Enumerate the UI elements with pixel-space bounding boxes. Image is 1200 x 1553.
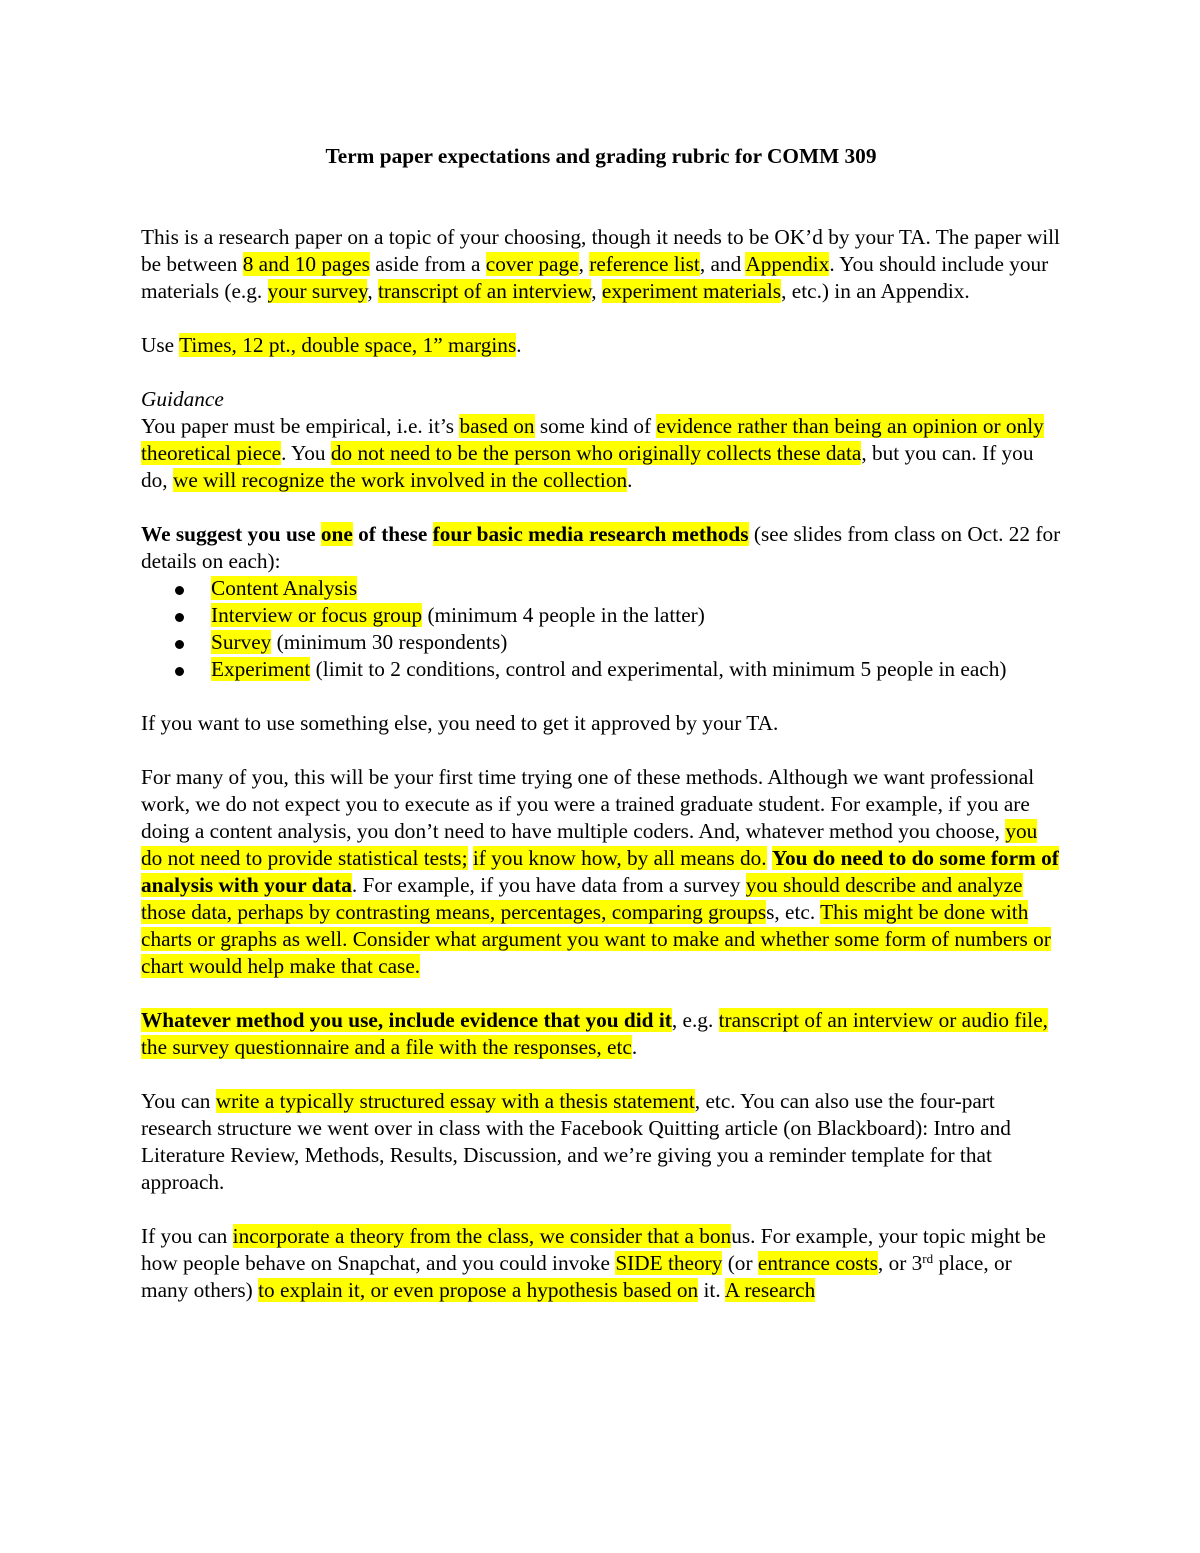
page-title: Term paper expectations and grading rubric for COMM 309 (325, 144, 877, 168)
highlight: This might be done with charts or graphs as well. Consider what argument you want to make and whether some form of numbers or chart would help make that case. (141, 900, 1051, 978)
highlight: four basic media research methods (432, 522, 749, 546)
highlight: Interview or focus group (211, 603, 423, 627)
highlight: your survey (267, 279, 368, 303)
list-item: Interview or focus group (minimum 4 people in the latter) (141, 602, 1061, 629)
highlight: Whatever method you use, include evidence that you did it (141, 1008, 672, 1032)
highlight: Content Analysis (211, 576, 358, 600)
highlight: A research (724, 1278, 816, 1302)
bullet-icon (175, 586, 184, 595)
list-item (141, 575, 1061, 602)
highlight: SIDE theory (615, 1251, 723, 1275)
document-body (141, 143, 1061, 1331)
list-item: Experiment (limit to 2 conditions, control and experimental, with minimum 5 people in each) (141, 656, 1061, 683)
highlight: reference list (589, 252, 700, 276)
highlight: You do need to do some form of analysis with your data (141, 846, 1059, 897)
highlight: if you know how, by all means do. (472, 846, 767, 870)
bullet-icon (175, 640, 184, 649)
highlight: transcript of an interview or audio file, the survey questionnaire and a file with the responses, etc (141, 1008, 1049, 1059)
bullet-icon (175, 667, 184, 676)
expectations-paragraph: For many of you, this will be your first time trying one of these methods. Although we want professional work, we do not expect you to execute as if you were a trained graduate student. For example, if you are doing a content analysis, you don’t need to have multiple coders. And, whatever method you choose, you do not need to provide statistical tests; if you know how, by all means do. You do need to do some form of analysis with your data. For example, if you have data from a survey you should describe and analyze those data, perhaps by contrasting means, percentages, comparing groupss, etc. This might be done with charts or graphs as well. Consider what argument you want to make and whether some form of numbers or chart would help make that case. (141, 765, 1059, 978)
highlight: experiment materials (601, 279, 782, 303)
highlight: entrance costs (757, 1251, 878, 1275)
highlight: Times, 12 pt., double space, 1” margins (179, 333, 517, 357)
highlight: to explain it, or even propose a hypothesis based on (258, 1278, 699, 1302)
highlight: based on (459, 414, 535, 438)
guidance-paragraph: Guidance You paper must be empirical, i.e. it’s based on some kind of evidence rather than being an opinion or only theoretical piece. You do not need to be the person who originally collects these data, but you can. If you do, we will recognize the work involved in the collection. (141, 387, 1044, 492)
highlight: Survey (211, 630, 272, 654)
highlight: you should describe and analyze those data, perhaps by contrasting means, percentages, comparing groups (141, 873, 1023, 924)
highlight: 8 and 10 pages (242, 252, 370, 276)
format-paragraph: Use Times, 12 pt., double space, 1” margins. (141, 333, 522, 357)
highlight: Appendix (745, 252, 830, 276)
theory-paragraph: If you can incorporate a theory from the class, we consider that a bonus. For example, your topic might be how people behave on Snapchat, and you could invoke SIDE theory (or entrance costs, or 3rd place, or many others) to explain it, or even propose a hypothesis based on it. A research (141, 1224, 1046, 1302)
intro-paragraph: This is a research paper on a topic of your choosing, though it needs to be OK’d by your TA. The paper will be between 8 and 10 pages aside from a cover page, reference list, and Appendix. You should include your materials (e.g. your survey, transcript of an interview, experiment materials, etc.) in an Appendix. (141, 225, 1060, 303)
approval-paragraph: If you want to use something else, you need to get it approved by your TA. (141, 711, 779, 735)
highlight: Experiment (211, 657, 311, 681)
bullet-icon (175, 613, 184, 622)
highlight: transcript of an interview (377, 279, 592, 303)
highlight: write a typically structured essay with a thesis statement (215, 1089, 695, 1113)
highlight: incorporate a theory from the class, we consider that a bon (232, 1224, 732, 1248)
highlight: you do not need to provide statistical tests; (141, 819, 1038, 870)
guidance-heading: Guidance (141, 387, 224, 411)
highlight: cover page (485, 252, 579, 276)
structure-paragraph: You can write a typically structured essay with a thesis statement, etc. You can also use the four-part research structure we went over in class with the Facebook Quitting article (on Blackboard): Intro and Literature Review, Methods, Results, Discussion, and we’re giving you a reminder template for that approach. (141, 1089, 1011, 1194)
methods-list (141, 575, 1061, 683)
highlight: evidence rather than being an opinion or only theoretical piece (141, 414, 1044, 465)
highlight: we will recognize the work involved in the collection (172, 468, 628, 492)
methods-intro-paragraph: We suggest you use one of these four basic media research methods (see slides from class on Oct. 22 for details on each): (141, 522, 1061, 573)
highlight: do not need to be the person who originally collects these data (330, 441, 862, 465)
highlight: one (320, 522, 353, 546)
list-item: Survey (minimum 30 respondents) (141, 629, 1061, 656)
evidence-paragraph: Whatever method you use, include evidence that you did it, e.g. transcript of an interview or audio file, the survey questionnaire and a file with the responses, etc. (141, 1008, 1049, 1059)
